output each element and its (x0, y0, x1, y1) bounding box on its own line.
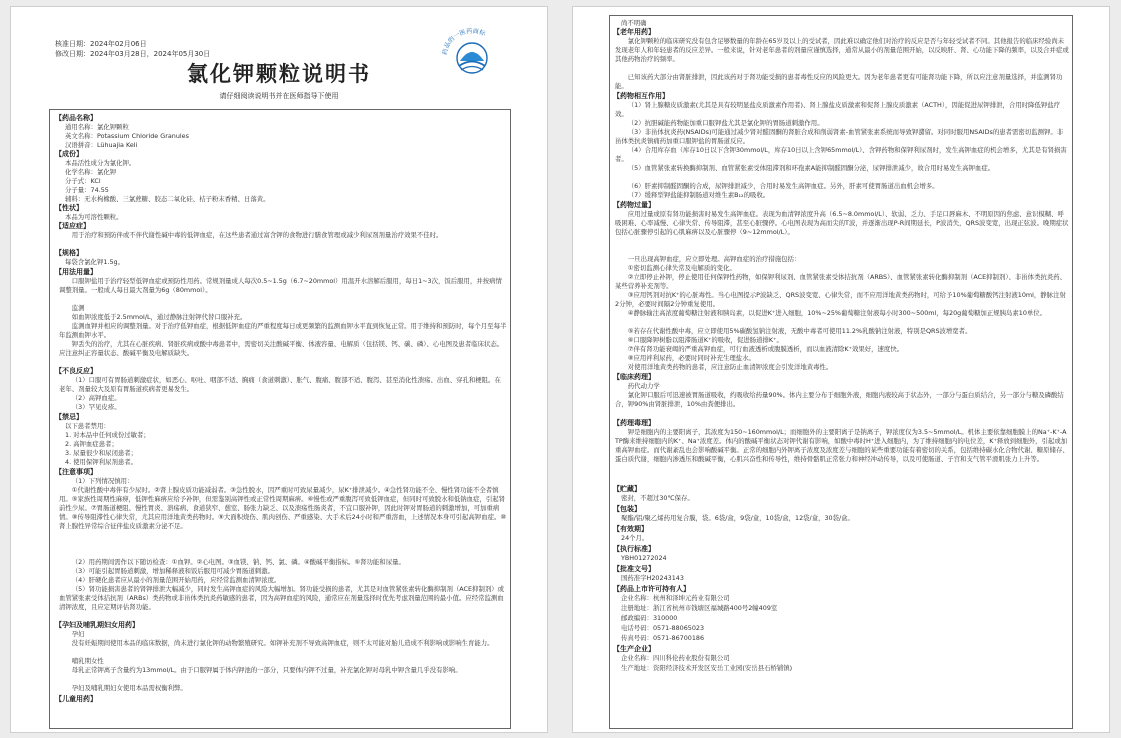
spec-text: 每袋含氯化钾1.5g。 (65, 258, 124, 266)
leaflet-page-1 (10, 6, 548, 733)
interaction-2: （2）抗胆碱能药物能加重口服钾盐尤其是氯化钾的胃肠道刺激作用。 (627, 119, 824, 127)
lactation-text: 母乳正常钾离子含量约为13mmol/L。由于口服钾属于体内钾池的一部分，只要体内钾不过量，补充氯化钾对母乳中钾含量几乎没有影响。 (71, 666, 462, 674)
molecular-weight: 分子量：74.55 (65, 186, 109, 194)
interaction-7: （7）缓释型钾盐能抑制肠道对维生素B₁₂的吸收。 (627, 191, 770, 199)
revise-date: 修改日期：2024年03月28日，2024年05月30日 (55, 50, 211, 58)
interaction-6: （6）肝素抑制醛固酮的合成，尿钾排泄减少，合用时易发生高钾血症。另外，肝素可使胃肠道出血机会增多。 (627, 182, 939, 190)
approve-date: 核准日期：2024年02月06日 (55, 40, 147, 48)
generic-name: 通用名称：氯化钾颗粒 (65, 123, 129, 131)
storage-text: 密封，不超过30℃保存。 (621, 494, 694, 502)
date-info (55, 39, 210, 59)
holder-name: 企业名称：杭州和泽坤元药业有限公司 (621, 594, 730, 602)
section-package: 【包装】 (613, 505, 641, 513)
section-standard: 【执行标准】 (613, 545, 655, 553)
interaction-5: （5）血管紧张素转换酶抑制剂、血管紧张素受体阻滞剂和环孢素A能抑制醛固酮分泌，尿钾排泄减少，故合用时易发生高钾血症。 (627, 164, 995, 172)
section-elderly: 【老年用药】 (613, 28, 655, 36)
package-text: 聚酯/铝/聚乙烯药用复合膜，袋。6袋/盒，9袋/盒，10袋/盒，12袋/盒，30袋/盒。 (621, 514, 854, 522)
adverse-1: （1）口服可有胃肠道刺激症状，如恶心、呕吐、咽部不适、胸痛（食道刺激）、胀气、腹痛、腹部不适、腹泻、甚至消化性溃疡、出血、穿孔和梗阻。在老年、剂量较大及原有胃肠道疾病者更易发生。 (59, 376, 501, 393)
section-overdose: 【药物过量】 (613, 201, 655, 209)
overdose-step-intro: 一旦出现高钾血症，应立即处理。高钾血症的治疗措施包括： (627, 255, 801, 263)
section-approval: 【批准文号】 (613, 565, 655, 573)
english-name: 英文名称：Potassium Chloride Granules (65, 132, 189, 140)
section-contraindications: 【禁忌】 (55, 413, 83, 421)
approval-text: 国药准字H20243143 (621, 574, 684, 582)
adverse-3: （3）罕见皮疹。 (71, 403, 121, 411)
overdose-text: 应用过量或原有肾功能损害时易发生高钾血症。表现为血清钾浓度升高（6.5~8.0mmol/L）、软弱、乏力、手足口唇麻木、不明原因的焦虑、意识模糊、呼吸困难、心率减慢、心律失常、传导阻滞，甚至心脏骤停。心电图表现为高而尖的T波，并逐渐出现P-R间期延长，P波消失，QRS波变宽，出现正弦波。晚期症状包括心脏骤停引起的心肌麻痹以及心脏骤停（9~12mmol/L）。 (615, 210, 1069, 236)
section-children: 【儿童用药】 (55, 695, 97, 703)
manufacturer-address: 生产地址：资阳经济技术开发区安岳工业园(安岳县石桥铺镇) (621, 664, 793, 672)
precaution-0: （1）下列情况慎用： (71, 477, 134, 485)
children-text: 尚不明确 (621, 19, 647, 27)
overdose-step-6: ⑥口服降钾树脂以阻滞肠道K⁺的吸收，促进肠道排K⁺。 (627, 336, 783, 344)
overdose-step-8: ⑧应用袢利尿药，必要时同时补充生理盐水。 (627, 354, 755, 362)
section-validity: 【有效期】 (613, 525, 648, 533)
precaution-2: （2）用药期间需作以下随访检查：①血钾。②心电图。③血镁、钠、钙、氯、磷。④酸碱平衡指标。⑤肾功能和尿量。 (71, 558, 405, 566)
usage-monitor-label: 监测 (71, 304, 85, 312)
usage-monitor-2: 监测血钾并相应的调整剂量。对于治疗低钾血症，根据低钾血症的严重程度每日或更频繁的监测血钾水平直到恢复正常。用于维持和预防时，每个月至每半年监测血钾水平。 (59, 322, 507, 339)
elderly-text-2: 已知该药大部分由肾脏排泄，因此该药对于肾功能受损的患者毒性反应的风险更大。因为老年患者更有可能肾功能下降，所以应注意剂量选择，并监测肾功能。 (615, 73, 1063, 90)
molecular-formula: 分子式：KCl (65, 177, 101, 185)
overdose-step-5: ⑤若存在代谢性酸中毒，应立即使用5%碳酸氢钠注射液，无酸中毒者可使用11.2%乳酸钠注射液，特别是QRS波增宽者。 (627, 327, 972, 335)
interaction-4: （4）合用库存血（库存10日以下含钾30mmol/L，库存10日以上含钾65mmol/L）、含钾药物和保钾利尿剂时，发生高钾血症的机会增多，尤其是有肾损害者。 (615, 146, 1067, 163)
section-usage: 【用法用量】 (55, 268, 97, 276)
holder-zip: 邮政编码：310000 (621, 614, 678, 622)
page-title: 氯化钾颗粒说明书 (187, 61, 371, 86)
lactation-label: 哺乳期女性 (71, 657, 104, 665)
precaution-1: ①代谢性酸中毒伴有少尿时。②肾上腺皮质功能减弱者。③急性脱水，因严重时可致尿量减少，尿K⁺排泄减少。④急性肾功能不全、慢性肾功能不全者慎用。⑤家族性周期性麻痹，低钾性麻痹应给予补钾，但需鉴别高钾性或正常性周期麻痹。⑥慢性或严重腹泻可致低钾血症，但同时可致脱水和低钠血症，引起肾前性少尿。⑦胃肠道梗阻、慢性胃炎、溃疡病、食道狭窄、憩室、肠张力缺乏、以及溃疡性肠炎者，不宜口服补钾，因此时钾对胃肠道的刺激增加，可加重病情。⑧传导阻滞性心律失常，尤其应用洋地黄类药物时。⑨大面积烧伤、肌肉创伤、严重感染、大手术后24小时和严重溶血，上述情况本身可引起高钾血症。⑩肾上腺性异常综合征伴盐皮质激素分泌不足。 (59, 486, 507, 530)
overdose-step-3: ③应用钙剂对抗K⁺的心脏毒性。当心电图提示P波缺乏、QRS波变宽、心律失常，而不应用洋地黄类药物时，可给予10%葡萄糖酸钙注射液10ml，静脉注射2分钟，必要时间隔2分钟重复使用。 (615, 291, 1066, 308)
contra-2: 2. 高钾血症患者； (65, 440, 118, 448)
section-holder: 【药品上市许可持有人】 (613, 585, 690, 593)
standard-text: YBH01272024 (621, 554, 667, 562)
composition-line: 本品活性成分为氯化钾。 (65, 159, 136, 167)
section-indications: 【适应症】 (55, 222, 90, 230)
excipients: 辅料：无水枸橼酸、三氯蔗糖、胶态二氧化硅、桔子粉末香精、日落黄。 (65, 195, 270, 203)
usage-dosage: 口服钾盐用于治疗轻型低钾血症或预防性用药。常规剂量成人每次0.5~1.5g（6.7~20mmol）用温开水溶解后服用，每日1~3次，饭后服用，并按病情调整剂量。一般成人每日最大剂量为6g（80mmol）。 (59, 277, 502, 294)
overdose-step-4: ④静脉输注高浓度葡萄糖注射液和胰岛素，以促进K⁺进入细胞，10%~25%葡萄糖注射液每小时300~500ml，每20g葡萄糖加正规胰岛素10单位。 (627, 309, 1047, 317)
section-drug-name: 【药品名称】 (55, 114, 97, 122)
overdose-note: 对使用洋地黄类药物的患者，应注意防止血清钾浓度会引发洋地黄毒性。 (627, 363, 833, 371)
pregnancy-note: 孕妇及哺乳期妇女使用本品需权衡利弊。 (71, 684, 187, 692)
section-interactions: 【药物相互作用】 (613, 92, 669, 100)
clinical-label: 药代动力学 (627, 382, 660, 390)
character-text: 本品为可溶性颗粒。 (65, 213, 123, 221)
usage-monitor-3: 钾丢失的治疗，尤其在心脏疾病、肾脏疾病或酸中毒患者中，需密切关注酸碱平衡、体液容量、电解质（包括镁、钙、碳、磷）、心电图及患者临床状态。应注意纠正容量状态、酸碱平衡及电解质缺失。 (59, 340, 504, 357)
overdose-step-2: ②立即停止补钾，停止使用任何保钾性药物，如保钾利尿剂、血管紧张素受体拮抗剂（ARBS）、血管紧张素转化酶抑制剂（ACE抑制剂）、非甾体类抗炎药、某些营养补充剂等。 (615, 273, 1067, 290)
clinical-text: 氯化钾口服后可迅速被胃肠道吸收，约吸收给药量90%。体内主要分布于细胞外液，细胞内液较高于状态外，一部分与蛋白质结合，另一部分与糖及磷酸结合，钾90%由肾脏排泄，10%由粪便排出。 (615, 391, 1064, 408)
pregnancy-text: 没有妊娠期间使用本品的临床数据，尚未进行氯化钾的动物繁殖研究。如钾补充剂不导致高钾血症，则不太可能对胎儿造成不利影响或影响生育能力。 (71, 639, 494, 647)
section-toxicology: 【药理毒理】 (613, 419, 655, 427)
precaution-5: （5）肾功能损害患者的肾钾排泄大幅减少，同时发生高钾血症的风险大幅增加。肾功能受损的患者，尤其是对血管紧张素转化酶抑制剂（ACE抑制剂）或血管紧张素受体拮抗剂（ARBs）类药物或非甾体类抗炎药敏感的患者，因为高钾血症的风险，通常应在剂量选择时优先考虑剂量范围的最小值。应经常监测血清钾浓度，且应定期评估肾功能。 (59, 585, 505, 611)
validity-text: 24个月。 (621, 534, 649, 542)
svg-text:药品的一医药商标 (441, 27, 487, 56)
section-pregnancy: 【孕妇及哺乳期妇女用药】 (55, 621, 139, 629)
section-storage: 【贮藏】 (613, 485, 641, 493)
precaution-3: （3）可能引起胃肠道刺激，增加稀释液和饭后服用可减少胃肠道刺激。 (71, 567, 274, 575)
section-manufacturer: 【生产企业】 (613, 645, 655, 653)
interaction-3: （3）非甾体抗炎药(NSAIDs)可能通过减少肾对醛固酮的肾脏合成和削弱肾素-血管紧张素系统而导致钾潴留。对同时服用NSAIDs的患者需密切监测钾。非甾体类抗炎镇痛药加重口服钾盐的胃肠道反应。 (615, 128, 1064, 145)
contra-intro: 以下患者禁用： (65, 422, 110, 430)
usage-monitor-1: 如血钾浓度低于2.5mmol/L，通过静脉注射钾代替口服补充。 (71, 313, 247, 321)
contra-3: 3. 尿量很少和尿闭患者； (65, 449, 138, 457)
toxicology-text: 钾是细胞内的主要阳离子，其浓度为150~160mmol/L；而细胞外的主要阳离子是钠离子，钾浓度仅为3.5~5mmol/L。机体主要依靠细胞膜上的Na⁺-K⁺-ATP酶来维持细胞内的K⁺、Na⁺浓度差。体内的酸碱平衡状态对钾代谢有影响，如酸中毒时H⁺进入细胞内，为了维持细胞内的电位差，K⁺释放到细胞外，引起或加重高钾血症。而代谢紊乱也会影响酸碱平衡。正常的细胞内外钾离子浓度及浓度差与细胞的某些重要功能有着密切的关系，包括维持碳水化合物代谢、糖原储存、蛋白质代谢，细胞内渗透压和酸碱平衡，心肌兴奋性和传导性，维持骨骼肌正常张力和神经冲动传导，以及可使肠道、子宫和支气管平滑肌张力上升等。 (615, 428, 1069, 463)
pinyin-name: 汉语拼音：Lühuajia Keli (65, 141, 138, 149)
logo-text: 药品的一医药商标 (441, 27, 487, 56)
section-spec: 【规格】 (55, 249, 83, 257)
elderly-text-1: 氯化钾颗粒的临床研究没有包含足够数量的年龄在65岁及以上的受试者，因此难以确定他们对治疗的反应是否与年轻受试者不同。其他报告的临床经验尚未发现老年人和年轻患者的反应差异。一般来说，针对老年患者的剂量应谨慎选择，通常从最小的剂量范围开始，以反映肝、肾、心功能下降的频率，以及合并症或其他药物治疗的频率。 (615, 37, 1069, 63)
precaution-4: （4）肝硬化患者应从最小的剂量范围开始用药，应经常监测血清钾浓度。 (71, 576, 281, 584)
pregnancy-label: 孕妇 (71, 630, 85, 638)
manufacturer-name: 企业名称：四川科伦药业股份有限公司 (621, 654, 730, 662)
section-composition: 【成份】 (55, 150, 83, 158)
holder-tel: 电话号码：0571-88065023 (621, 624, 705, 632)
holder-address: 注册地址：浙江省杭州市钱塘区福城路400号2幢409室 (621, 604, 778, 612)
section-character: 【性状】 (55, 204, 83, 212)
chemical-name: 化学名称：氯化钾 (65, 168, 117, 176)
interaction-1: （1）肾上腺糖皮质激素(尤其是具有较明显盐皮质激素作用者)、肾上腺盐皮质激素和促肾上腺皮质激素（ACTH），因能促进尿钾排泄，合用时降低钾盐疗效。 (615, 101, 1061, 118)
adverse-2: （2）高钾血症。 (71, 394, 121, 402)
holder-fax: 传真号码：0571-86700186 (621, 634, 705, 642)
section-clinical: 【临床药理】 (613, 373, 655, 381)
contra-4: 4. 使用保钾利尿剂患者。 (65, 458, 138, 466)
leaflet-page-2 (572, 6, 1110, 733)
page-subtitle: 请仔细阅读说明书并在医师指导下使用 (219, 92, 339, 100)
indications-text: 用于治疗和预防伴或不伴代谢性碱中毒的低钾血症，在这些患者通过富含钾的食物进行膳食管理或减少利尿剂剂量治疗效果不佳时。 (71, 231, 443, 239)
overdose-step-1: ①密切监测心律失常及电解质的变化。 (627, 264, 736, 272)
contra-1: 1. 对本品中任何成份过敏者； (65, 431, 150, 439)
section-precautions: 【注意事项】 (55, 468, 97, 476)
overdose-step-7: ⑦伴有肾功能衰竭的严重高钾血症，可行血液透析或腹膜透析，而以血液清除K⁺效果好，速度快。 (627, 345, 904, 353)
section-adverse: 【不良反应】 (55, 367, 97, 375)
